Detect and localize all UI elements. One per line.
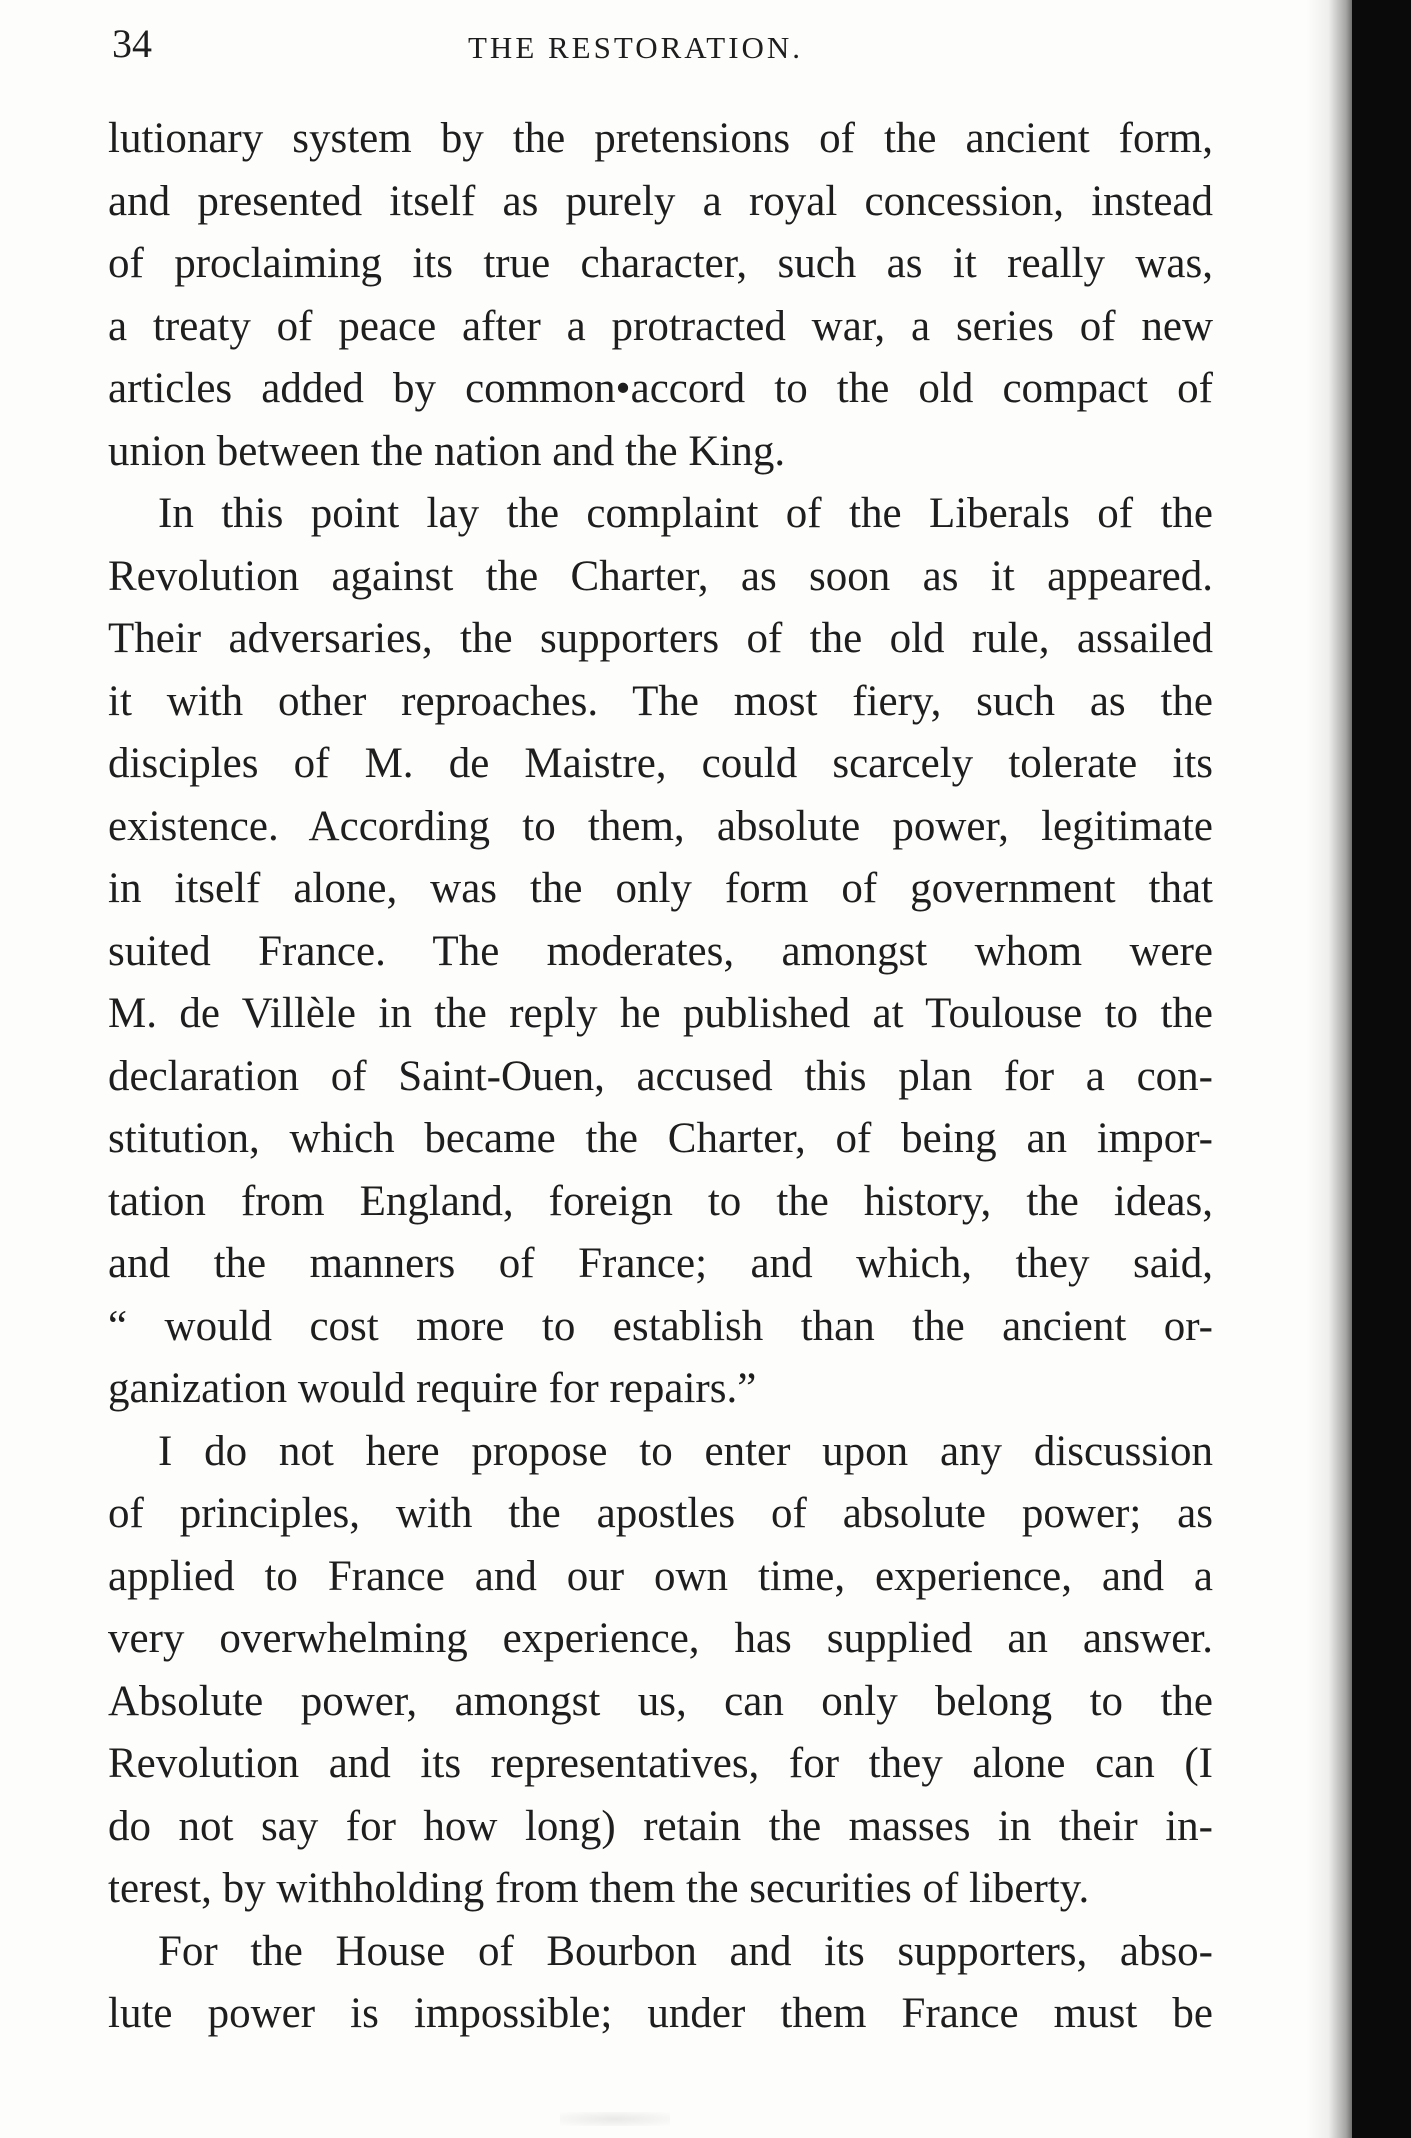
text-line: I do not here propose to enter upon any discussion bbox=[158, 1427, 1213, 1475]
text-line: Revolution against the Charter, as soon as it appeared. bbox=[108, 552, 1213, 600]
text-line: very overwhelming experience, has supplied an answer. bbox=[108, 1615, 1213, 1662]
text-line: M. de Villèle in the reply he published at Toulouse to the bbox=[108, 990, 1213, 1037]
text-line: Absolute power, amongst us, can only belong to the bbox=[108, 1677, 1213, 1725]
text-line: it with other reproaches. The most fiery, such as the bbox=[108, 677, 1213, 725]
text-line: In this point lay the complaint of the Liberals of the bbox=[158, 490, 1213, 537]
spine-shadow bbox=[1306, 0, 1356, 2138]
body-text bbox=[108, 108, 1213, 2046]
scan-artifact bbox=[560, 2112, 670, 2126]
text-line: ganization would require for repairs.” bbox=[108, 1365, 757, 1412]
text-line: do not say for how long) retain the masses in their in- bbox=[108, 1802, 1213, 1850]
text-line: union between the nation and the King. bbox=[108, 427, 786, 475]
text-line: tation from England, foreign to the history, the ideas, bbox=[108, 1177, 1213, 1225]
page-number: 34 bbox=[112, 21, 152, 66]
text-line: of principles, with the apostles of absolute power; as bbox=[108, 1490, 1213, 1537]
text-line: For the House of Bourbon and its supporters, abso- bbox=[158, 1927, 1213, 1975]
spine-edge bbox=[1352, 0, 1411, 2138]
text-line: declaration of Saint-Ouen, accused this plan for a con- bbox=[108, 1052, 1213, 1100]
text-line: and the manners of France; and which, they said, bbox=[108, 1240, 1213, 1287]
text-line: existence. According to them, absolute power, legitimate bbox=[108, 802, 1213, 850]
running-head: THE RESTORATION. bbox=[468, 30, 804, 65]
text-line: applied to France and our own time, experience, and a bbox=[108, 1552, 1213, 1600]
text-line: Revolution and its representatives, for they alone can (I bbox=[108, 1740, 1213, 1787]
text-line: suited France. The moderates, amongst whom were bbox=[108, 927, 1213, 975]
text-line: of proclaiming its true character, such as it really was, bbox=[108, 240, 1213, 287]
text-line: stitution, which became the Charter, of being an impor- bbox=[108, 1115, 1213, 1162]
text-line: lute power is impossible; under them France must be bbox=[108, 1990, 1213, 2037]
text-line: lutionary system by the pretensions of the ancient form, bbox=[108, 115, 1213, 162]
text-line: articles added by common•accord to the old compact of bbox=[108, 365, 1213, 412]
text-line: a treaty of peace after a protracted war, a series of new bbox=[108, 302, 1213, 350]
text-line: “ would cost more to establish than the ancient or- bbox=[108, 1302, 1213, 1350]
text-line: in itself alone, was the only form of government that bbox=[108, 865, 1213, 912]
text-line: terest, by withholding from them the securities of liberty. bbox=[108, 1865, 1090, 1912]
text-line: disciples of M. de Maistre, could scarcely tolerate its bbox=[108, 740, 1213, 787]
text-line: and presented itself as purely a royal concession, instead bbox=[108, 177, 1213, 225]
text-line: Their adversaries, the supporters of the old rule, assailed bbox=[108, 615, 1213, 662]
